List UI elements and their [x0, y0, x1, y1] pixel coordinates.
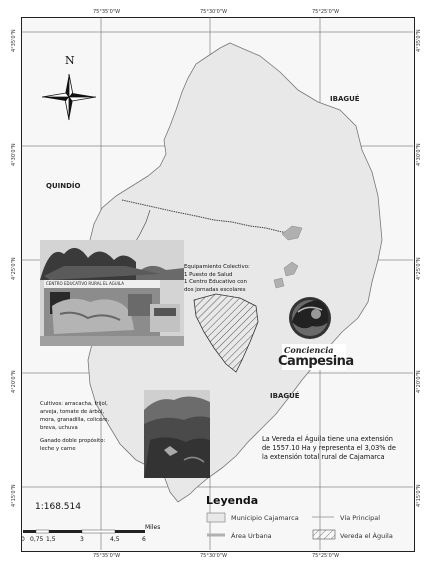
scale-tick-4: 4,5 — [110, 536, 120, 543]
ganado-line1: Ganado doble propósito: — [40, 438, 106, 444]
scale-tick-0: 0 — [21, 536, 25, 543]
legend-label-via: Vía Principal — [340, 514, 380, 522]
cultivos-line1: Cultivos: arracacha, frijol, — [40, 401, 108, 407]
grid-label-right-2: 4°30'0"N — [416, 143, 422, 166]
grid-label-right-1: 4°35'0"N — [416, 29, 422, 52]
cultivos-line2: arveja, tomate de árbol, — [40, 409, 105, 415]
grid-label-left-4: 4°20'0"N — [11, 370, 17, 393]
equipamiento-line1: 1 Puesto de Salud — [184, 271, 233, 278]
ganado-text — [40, 437, 105, 453]
region-ibague-top: IBAGUÉ — [330, 95, 360, 103]
equipamiento-line2: 1 Centro Educativo con — [184, 279, 247, 285]
legend-label-urbana: Área Urbana — [231, 532, 272, 540]
grid-label-top-1: 75°35'0"W — [93, 9, 121, 15]
equipamiento-text — [184, 264, 250, 294]
info-line2: de 1557.10 Ha y representa el 3,03% de — [262, 444, 396, 452]
scale-tick-3: 3 — [80, 536, 84, 543]
scale-tick-5: 6 — [142, 536, 146, 543]
grid-label-bottom-2: 75°30'0"W — [200, 553, 228, 559]
urban-area-3 — [274, 278, 284, 288]
cultivos-text — [40, 400, 109, 432]
legend-title: Leyenda — [206, 494, 259, 507]
grid-label-left-1: 4°35'0"N — [11, 29, 17, 52]
grid-label-right-3: 4°25'0"N — [416, 257, 422, 280]
logo-word2: Campesina — [278, 354, 354, 369]
grid-label-top-3: 75°25'0"W — [312, 9, 340, 15]
cultivos-line4: breva, uchuva — [40, 425, 78, 431]
school-sign: CENTRO EDUCATIVO RURAL EL AGUILA — [46, 281, 124, 286]
info-line1: La Vereda el Águila tiene una extensión — [262, 435, 393, 443]
scale-tick-2: 1,5 — [46, 536, 56, 543]
grid-label-top-2: 75°30'0"W — [200, 9, 228, 15]
scale-bar — [23, 530, 145, 533]
grid-label-right-4: 4°20'0"N — [416, 370, 422, 393]
scale-ratio: 1:168.514 — [35, 502, 81, 512]
legend-label-vereda: Vereda el Águila — [340, 532, 393, 540]
scale-units: Miles — [145, 524, 161, 531]
region-quindio: QUINDÍO — [46, 182, 81, 190]
grid-label-right-5: 4°15'0"N — [416, 484, 422, 507]
cultivos-line3: mora, granadilla, colicero, — [40, 417, 110, 423]
legend-swatch-vereda — [313, 530, 335, 539]
north-arrow-icon — [38, 68, 100, 126]
scale-tick-1: 0,75 — [30, 536, 44, 543]
legend-label-municipio: Municipio Cajamarca — [231, 514, 299, 522]
grid-label-bottom-3: 75°25'0"W — [312, 553, 340, 559]
grid-label-left-5: 4°15'0"N — [11, 484, 17, 507]
logo-word1: Conciencia — [284, 345, 334, 355]
grid-label-bottom-1: 75°35'0"W — [93, 553, 121, 559]
conciencia-campesina-logo — [278, 292, 354, 372]
school-photo — [40, 240, 184, 346]
north-label: N — [65, 54, 75, 67]
grid-label-left-3: 4°25'0"N — [11, 257, 17, 280]
ganado-line2: leche y carne — [40, 446, 76, 452]
equipamiento-line3: dos jornadas escolares — [184, 286, 246, 293]
legend-swatch-municipio — [207, 513, 225, 522]
grid-label-left-2: 4°30'0"N — [11, 143, 17, 166]
landscape-photo — [144, 390, 210, 478]
equipamiento-title: Equipamiento Colectivo: — [184, 264, 250, 270]
info-line3: la extensión total rural de Cajamarca — [262, 453, 385, 461]
region-ibague-bottom: IBAGUÉ — [270, 392, 300, 400]
vereda-info — [262, 435, 396, 462]
